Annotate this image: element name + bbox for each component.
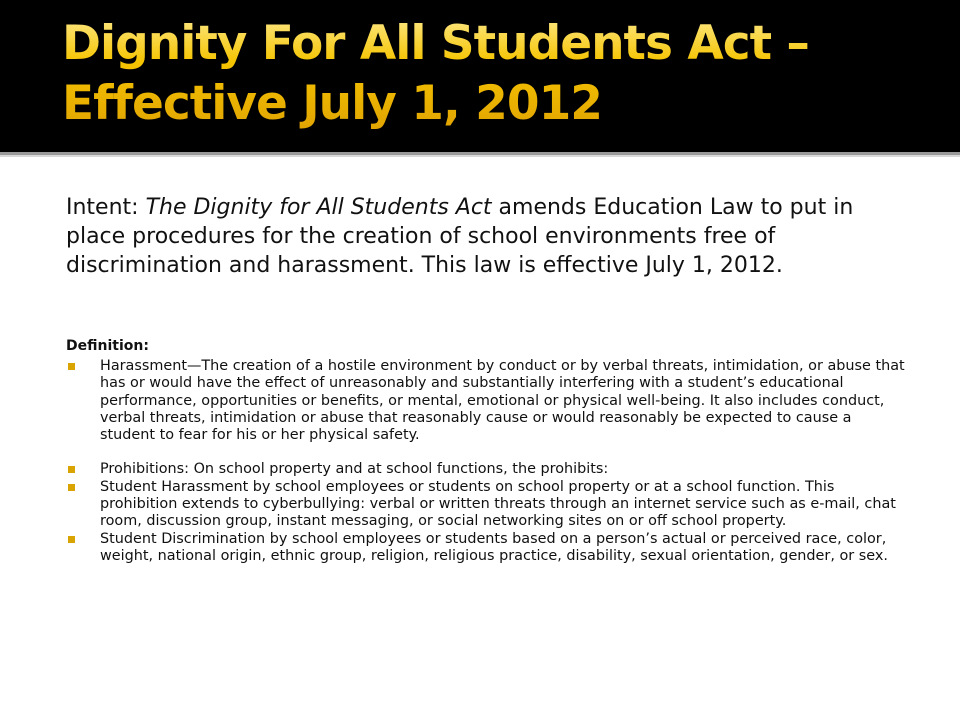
title-divider-shadow [0, 155, 960, 157]
list-item-student-discrimination [66, 531, 908, 566]
intent-body: amends Education Law to put in place procedures for the creation of school environments free of discrimination and harassment. This law is effective July 1, 2012. [66, 195, 854, 278]
list-item-text: Harassment—The creation of a hostile environment by conduct or by verbal threats, intimidation, or abuse that has or would have the effect of unreasonably and substantially interfering with a student’s educational performance, opportunities or benefits, or mental, emotional or physical well-being. It also includes conduct, verbal threats, intimidation or abuse that reasonably cause or would reasonably be expected to cause a student to fear for his or her physical safety. [100, 358, 905, 444]
act-name: The Dignity for All Students Act [145, 195, 492, 220]
slide-title-line-1: Dignity For All Students Act – [62, 16, 809, 71]
list-item-text: Prohibitions: On school property and at school functions, the prohibits: [100, 461, 609, 478]
list-item-text: Student Harassment by school employees or students on school property or at a school function. This prohibition extends to cyberbullying: verbal or written threats through an internet service such as e-mail, chat room, discussion group, instant messaging, or social networking sites on or off school property. [100, 478, 896, 530]
definition-list [66, 358, 908, 565]
slide-title [62, 14, 942, 134]
intent-paragraph [66, 193, 896, 280]
bullet-marker-icon [68, 466, 75, 473]
list-item-student-harassment [66, 479, 908, 531]
slide-title-line-2: Effective July 1, 2012 [62, 76, 602, 131]
list-item-harassment [66, 358, 908, 444]
list-item-prohibitions [66, 461, 908, 478]
bullet-marker-icon [68, 363, 75, 370]
definition-label: Definition: [66, 338, 149, 354]
intent-lead: Intent: [66, 195, 146, 220]
bullet-marker-icon [68, 536, 75, 543]
bullet-marker-icon [68, 484, 75, 491]
list-item-text: Student Discrimination by school employees or students based on a person’s actual or perceived race, color, weight, national origin, ethnic group, religion, religious practice, disability, sexual orientation, gender, or sex. [100, 530, 888, 564]
list-spacer [66, 444, 908, 461]
